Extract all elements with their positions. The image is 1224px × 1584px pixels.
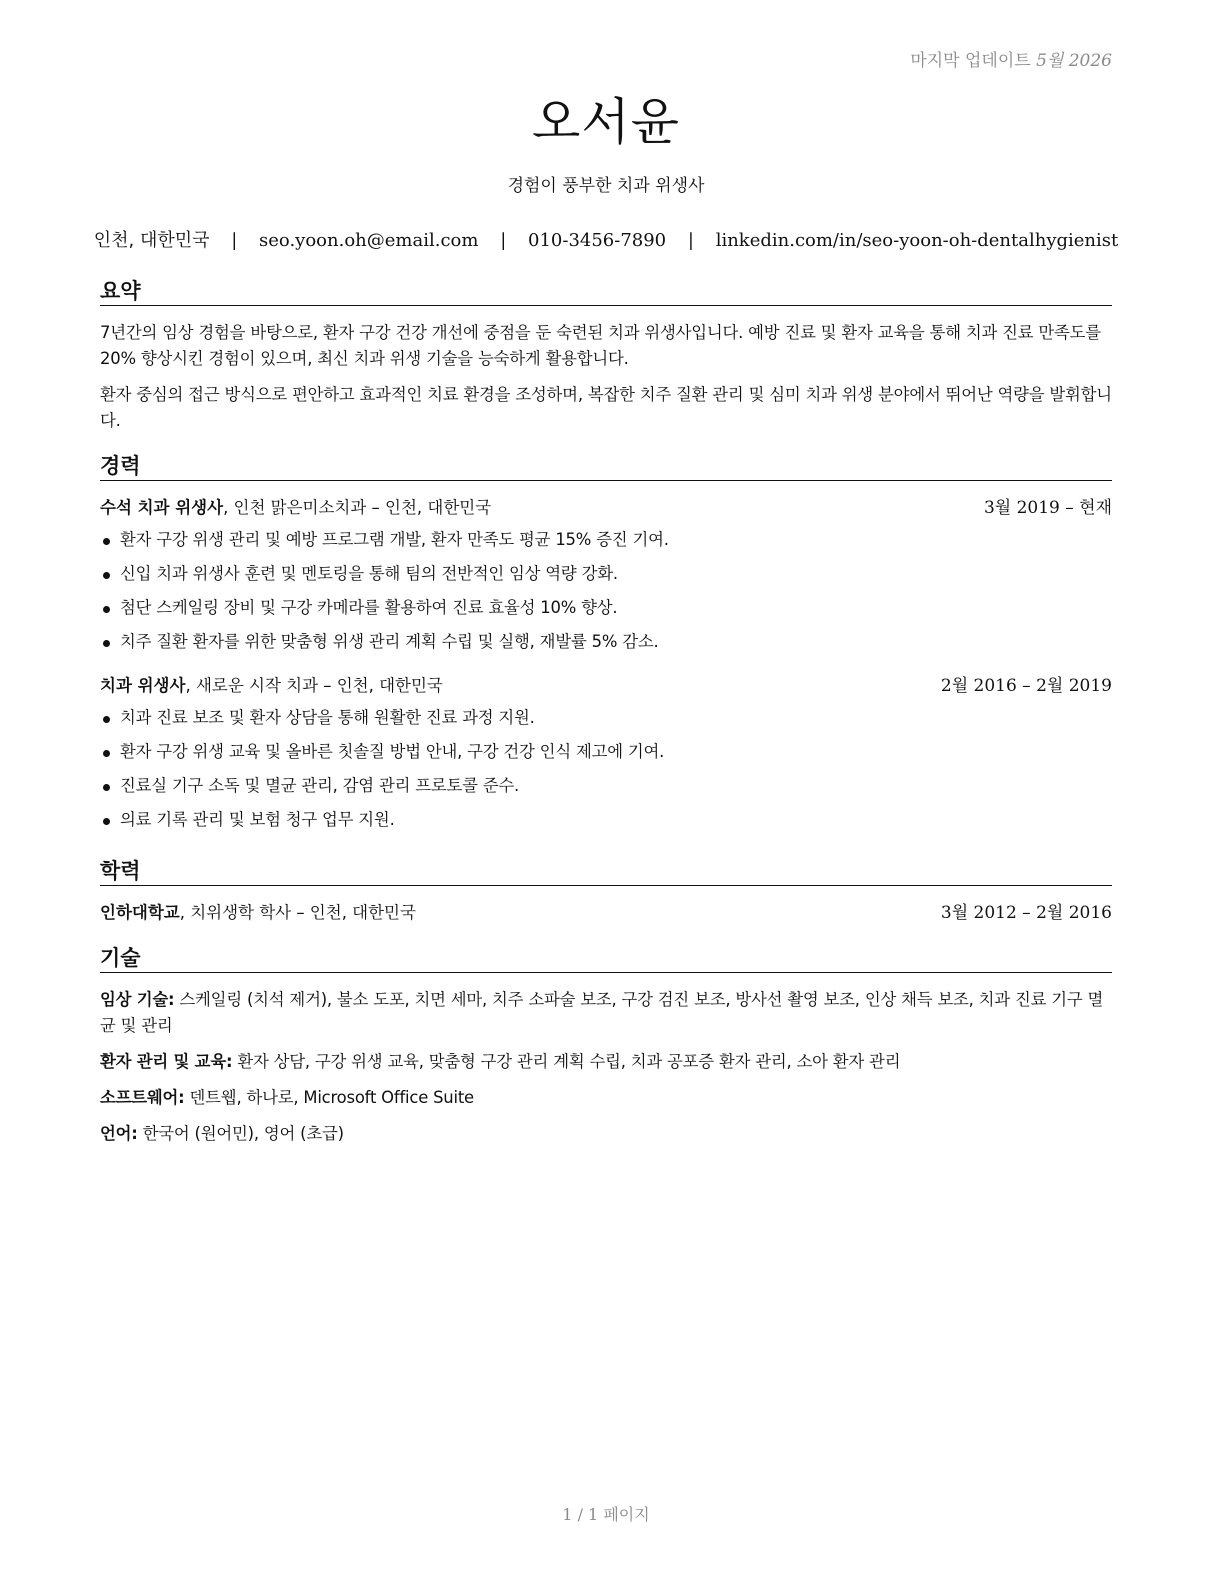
list-item: 환자 구강 위생 교육 및 올바른 칫솔질 방법 안내, 구강 건강 인식 제고에 기여. (100, 735, 1112, 769)
education-section (100, 857, 1112, 926)
job-org: , 인천 맑은미소치과 – 인천, 대한민국 (223, 498, 492, 517)
contact-separator: | (687, 230, 694, 251)
list-item: 치과 진료 보조 및 환자 상담을 통해 원활한 진료 과정 지원. (100, 701, 1112, 735)
contact-location: 인천, 대한민국 (93, 230, 210, 251)
candidate-name: 오서윤 (532, 93, 680, 151)
education-detail: , 치위생학 학사 – 인천, 대한민국 (179, 903, 416, 922)
page-label: 페이지 (603, 1505, 650, 1524)
list-item: 진료실 기구 소독 및 멸균 관리, 감염 관리 프로토콜 준수. (100, 769, 1112, 803)
page-footer (100, 1502, 1112, 1525)
list-item: 첨단 스케일링 장비 및 구강 카메라를 활용하여 진료 효율성 10% 향상. (100, 591, 1112, 625)
skill-row (100, 1085, 1112, 1111)
skill-label: 환자 관리 및 교육: (100, 1052, 233, 1071)
section-title-experience: 경력 (100, 452, 1112, 481)
education-dates: 3월 2012 – 2월 2016 (940, 903, 1112, 923)
contact-line (20, 226, 1192, 252)
summary-section (100, 277, 1112, 434)
list-item: 환자 구강 위생 관리 및 예방 프로그램 개발, 환자 만족도 평균 15% 증진 기여. (100, 523, 1112, 557)
skill-value: 덴트웹, 하나로, Microsoft Office Suite (184, 1088, 474, 1107)
job-entry (100, 495, 1112, 659)
skill-row (100, 1121, 1112, 1147)
candidate-headline: 경험이 풍부한 치과 위생사 (507, 176, 705, 196)
skill-value: 스케일링 (치석 제거), 불소 도포, 치면 세마, 치주 소파술 보조, 구강 검진 보조, 방사선 촬영 보조, 인상 채득 보조, 치과 진료 기구 멸균 및 관리 (100, 990, 1104, 1035)
job-bullets (100, 701, 1112, 837)
contact-email[interactable]: seo.yoon.oh@email.com (259, 230, 479, 251)
page-number: 1 / 1 (562, 1505, 599, 1524)
skill-row (100, 1049, 1112, 1075)
job-org: , 새로운 시작 치과 – 인천, 대한민국 (185, 676, 443, 695)
skill-label: 임상 기술: (100, 990, 175, 1009)
skill-label: 소프트웨어: (100, 1088, 185, 1107)
list-item: 의료 기록 관리 및 보험 청구 업무 지원. (100, 803, 1112, 837)
section-title-education: 학력 (100, 857, 1112, 886)
contact-separator: | (500, 230, 507, 251)
experience-section (100, 452, 1112, 837)
summary-paragraph: 7년간의 임상 경험을 바탕으로, 환자 구강 건강 개선에 중점을 둔 숙련된 치과 위생사입니다. 예방 진료 및 환자 교육을 통해 치과 진료 만족도를 20% 향상시킨 경험이 있으며, 최신 치과 위생 기술을 능숙하게 활용합니다. (100, 323, 1101, 368)
job-role: 치과 위생사 (100, 676, 186, 695)
contact-linkedin[interactable]: linkedin.com/in/seo-yoon-oh-dentalhygienist (715, 230, 1119, 251)
section-title-skills: 기술 (100, 944, 1112, 973)
job-role: 수석 치과 위생사 (100, 498, 224, 517)
skill-label: 언어: (100, 1124, 138, 1143)
job-header (100, 495, 1112, 521)
section-title-summary: 요약 (100, 277, 1112, 306)
skills-section (100, 944, 1112, 1147)
skill-value: 환자 상담, 구강 위생 교육, 맞춤형 구강 관리 계획 수립, 치과 공포증 환자 관리, 소아 환자 관리 (232, 1052, 901, 1071)
skill-value: 한국어 (원어민), 영어 (초급) (137, 1124, 344, 1143)
job-bullets (100, 523, 1112, 659)
skill-row (100, 987, 1112, 1039)
list-item: 신입 치과 위생사 훈련 및 멘토링을 통해 팀의 전반적인 임상 역량 강화. (100, 557, 1112, 591)
job-entry (100, 673, 1112, 837)
education-entry (100, 900, 1112, 926)
contact-separator: | (231, 230, 238, 251)
job-dates: 3월 2019 – 현재 (983, 498, 1112, 518)
education-school: 인하대학교 (100, 903, 180, 922)
job-dates: 2월 2016 – 2월 2019 (940, 676, 1112, 696)
contact-phone[interactable]: 010-3456-7890 (528, 230, 667, 251)
last-updated: 마지막 업데이트 5월 2026 (910, 51, 1112, 71)
job-header (100, 673, 1112, 699)
list-item: 치주 질환 환자를 위한 맞춤형 위생 관리 계획 수립 및 실행, 재발률 5% 감소. (100, 625, 1112, 659)
summary-paragraph: 환자 중심의 접근 방식으로 편안하고 효과적인 치료 환경을 조성하며, 복잡한 치주 질환 관리 및 심미 치과 위생 분야에서 뛰어난 역량을 발휘합니다. (100, 385, 1112, 430)
resume-page (93, 0, 1119, 1584)
